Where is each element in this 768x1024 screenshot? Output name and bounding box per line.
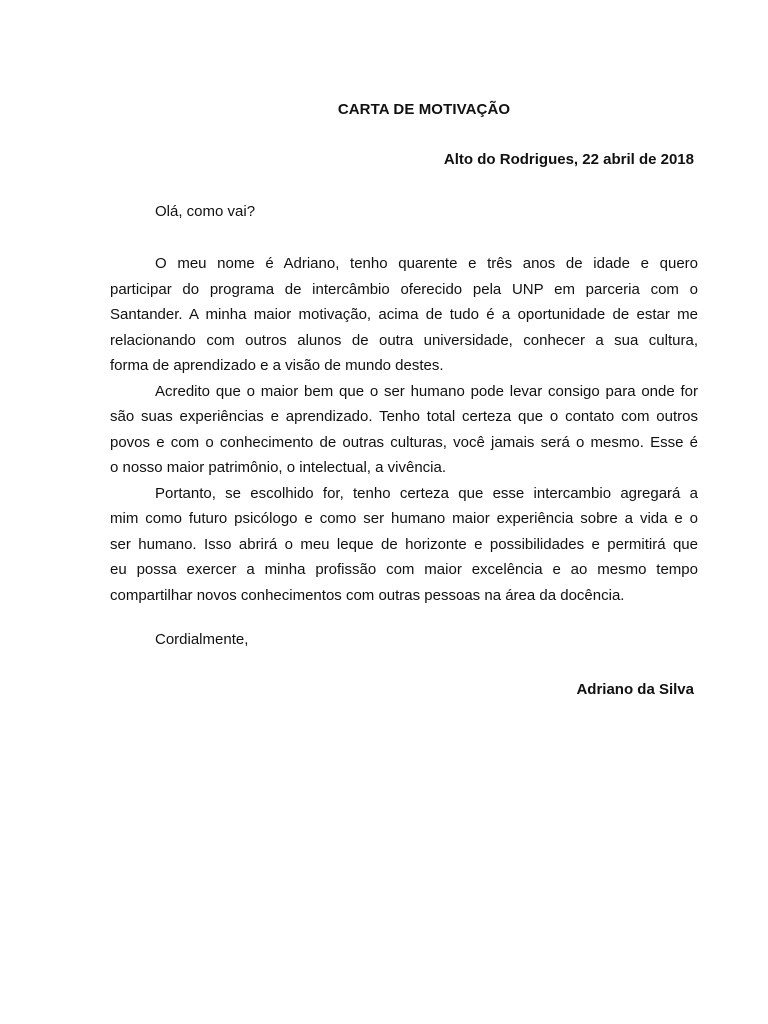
text-line: compartilhar novos conhecimentos com outras pessoas na área da docência.	[110, 586, 625, 604]
text-line: mim como futuro psicólogo e como ser humano maior experiência sobre a vida e o	[110, 510, 698, 527]
text-line: são suas experiências e aprendizado. Tenho total certeza que o contato com outros	[110, 408, 698, 425]
text-line: eu possa exercer a minha profissão com maior excelência e ao mesmo tempo	[110, 561, 698, 578]
text-line: forma de aprendizado e a visão de mundo destes.	[110, 357, 444, 374]
text-line: Portanto, se escolhido for, tenho certeza que esse intercambio agregará a	[155, 484, 698, 502]
date-line: Alto do Rodrigues, 22 abril de 2018	[443, 151, 694, 168]
text-line: povos e com o conhecimento de outras culturas, você jamais será o mesmo. Esse é	[110, 433, 698, 451]
letter-body	[110, 251, 698, 608]
paragraph-3	[110, 481, 698, 609]
letter-title: CARTA DE MOTIVAÇÃO	[337, 101, 511, 118]
text-line: O meu nome é Adriano, tenho quarente e três anos de idade e quero	[155, 255, 698, 272]
text-line: o nosso maior patrimônio, o intelectual, a vivência.	[110, 459, 447, 476]
text-line: relacionando com outros alunos de outra universidade, conhecer a sua cultura,	[110, 331, 698, 349]
text-line: ser humano. Isso abrirá o meu leque de horizonte e possibilidades e permitirá que	[110, 535, 698, 553]
greeting: Olá, como vai?	[155, 203, 256, 220]
text-line: Santander. A minha maior motivação, acima de tudo é a oportunidade de estar me	[110, 306, 698, 323]
paragraph-2	[110, 379, 698, 481]
signature: Adriano da Silva	[576, 681, 694, 698]
closing: Cordialmente,	[155, 631, 249, 648]
text-line: participar do programa de intercâmbio oferecido pela UNP em parceria com o	[110, 280, 698, 298]
paragraph-1	[110, 251, 698, 379]
text-line: Acredito que o maior bem que o ser humano pode levar consigo para onde for	[155, 382, 698, 400]
